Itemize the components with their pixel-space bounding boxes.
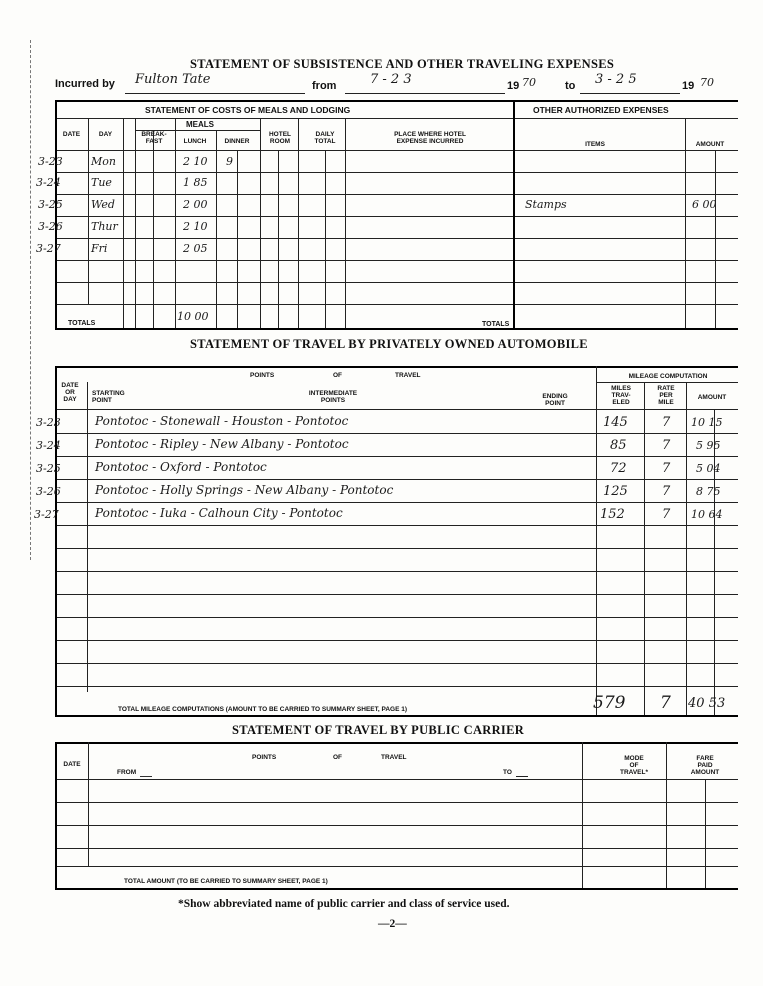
auto-row-amount[interactable]: 5 04	[696, 462, 721, 475]
meals-row-date[interactable]: 3-26	[38, 220, 63, 233]
meals-row-line	[55, 282, 738, 283]
other-items-header: ITEMS	[585, 141, 605, 148]
meals-totals-label: TOTALS	[68, 320, 96, 327]
meals-row-dinner[interactable]: 9	[226, 155, 233, 168]
carrier-col-line	[705, 779, 706, 888]
page-number: —2—	[378, 918, 407, 930]
auto-header-bottom	[55, 409, 738, 410]
auto-row-line	[55, 502, 738, 503]
meals-row-lunch[interactable]: 2 00	[183, 198, 208, 211]
auto-col-line	[87, 382, 88, 692]
carrier-top-border	[55, 742, 738, 744]
meals-col-line	[715, 150, 716, 328]
meals-col-line	[278, 150, 279, 328]
meals-row-date[interactable]: 3-23	[38, 155, 63, 168]
meals-lunch-header: LUNCH	[183, 138, 207, 145]
auto-row-rate[interactable]: 7	[662, 415, 671, 430]
meals-row-line	[55, 304, 738, 305]
auto-col-line	[714, 409, 715, 715]
auto-col-line	[596, 366, 597, 715]
auto-rate-header: RATE PER MILE	[657, 385, 675, 406]
auto-row-date[interactable]: 3-24	[36, 439, 61, 452]
auto-miles-header: MILES TRAV- ELED	[611, 385, 631, 406]
carrier-col-line	[55, 742, 57, 888]
auto-travel-header: TRAVEL	[395, 372, 421, 379]
auto-row-amount[interactable]: 10 15	[691, 416, 723, 429]
meals-row-line	[55, 194, 738, 195]
meals-group-header: MEALS	[186, 120, 214, 129]
auto-bottom-border	[55, 715, 738, 717]
auto-row-line	[55, 571, 738, 572]
meals-day-header: DAY	[98, 131, 113, 138]
incurred-by-value[interactable]: Fulton Tate	[135, 72, 211, 87]
meals-bottom-border	[55, 328, 738, 330]
form-title: STATEMENT OF SUBSISTENCE AND OTHER TRAVELING EXPENSES	[190, 57, 615, 71]
meals-place-header: PLACE WHERE HOTEL EXPENSE INCURRED	[394, 131, 466, 145]
auto-row-date[interactable]: 3-25	[36, 462, 61, 475]
auto-row-amount[interactable]: 5 95	[696, 439, 721, 452]
meals-col-line	[237, 150, 238, 328]
meals-row-date[interactable]: 3-24	[36, 176, 61, 189]
auto-mileage-line	[596, 382, 738, 383]
carrier-travel-header: TRAVEL	[381, 754, 407, 761]
carrier-of-header: OF	[333, 754, 343, 761]
meals-col-line	[55, 100, 57, 328]
meals-row-day[interactable]: Fri	[91, 242, 108, 255]
year1-prefix: 19	[507, 80, 520, 92]
auto-of-header: OF	[333, 372, 343, 379]
meals-col-line	[260, 118, 261, 328]
auto-row-line	[55, 525, 738, 526]
meals-row-line	[55, 260, 738, 261]
from-value[interactable]: 7 - 2 3	[370, 72, 412, 87]
meals-date-header: DATE	[62, 131, 81, 138]
auto-row-line	[55, 663, 738, 664]
carrier-fare-header: FARE PAID AMOUNT	[690, 755, 720, 776]
auto-row-line	[55, 479, 738, 480]
meals-col-line	[685, 118, 686, 328]
carrier-header-bottom	[55, 779, 738, 780]
meals-col-line	[513, 100, 515, 328]
carrier-col-line	[582, 742, 583, 888]
auto-row-route[interactable]: Pontotoc - Oxford - Pontotoc	[95, 460, 267, 474]
incurred-by-label: Incurred by	[55, 78, 115, 90]
auto-col-line	[686, 382, 687, 715]
to-label: to	[565, 80, 576, 92]
meals-row-date[interactable]: 3-27	[36, 242, 61, 255]
meals-col-line	[298, 118, 299, 328]
from-line	[345, 93, 505, 94]
auto-total-label: TOTAL MILEAGE COMPUTATIONS (AMOUNT TO BE CARRIED TO SUMMARY SHEET, PAGE 1)	[118, 706, 408, 713]
meals-top-border	[55, 100, 738, 102]
footnote: *Show abbreviated name of public carrier and class of service used.	[178, 898, 510, 910]
year1-value[interactable]: 70	[522, 76, 536, 89]
auto-total-miles[interactable]: 579	[593, 693, 626, 713]
auto-date-header: DATE OR DAY	[61, 382, 79, 403]
other-totals-label: TOTALS	[482, 321, 510, 328]
meals-header-bottom	[55, 150, 738, 151]
meals-col-line	[123, 118, 124, 328]
auto-row-line	[55, 548, 738, 549]
auto-ending-header: ENDING POINT	[542, 393, 568, 407]
auto-row-amount[interactable]: 10 64	[691, 508, 723, 521]
meals-row-lunch[interactable]: 2 10	[183, 220, 208, 233]
auto-col-line	[644, 382, 645, 715]
meals-hotel-header: HOTEL ROOM	[268, 131, 292, 145]
year2-value[interactable]: 70	[700, 76, 714, 89]
meals-col-line	[345, 118, 346, 328]
meals-breakfast-header: BREAK- FAST	[141, 131, 167, 145]
auto-points-header: POINTS	[250, 372, 275, 379]
meals-daily-total-header: DAILY TOTAL	[314, 131, 336, 145]
other-section-title: OTHER AUTHORIZED EXPENSES	[533, 105, 669, 115]
auto-row-miles[interactable]: 72	[610, 461, 627, 476]
carrier-row-line	[55, 825, 738, 826]
meals-row-day[interactable]: Thur	[91, 220, 118, 233]
meals-col-line	[325, 150, 326, 328]
other-row-amount[interactable]: 6 00	[692, 198, 717, 211]
year2-prefix: 19	[682, 80, 695, 92]
meals-col-line	[175, 118, 176, 328]
auto-section-title: STATEMENT OF TRAVEL BY PRIVATELY OWNED AUTOMOBILE	[190, 337, 588, 351]
other-row-item[interactable]: Stamps	[525, 198, 567, 211]
carrier-mode-header: MODE OF TRAVEL*	[619, 755, 649, 776]
auto-total-amount[interactable]: 40 53	[688, 696, 726, 711]
auto-row-route[interactable]: Pontotoc - Holly Springs - New Albany - Pontotoc	[95, 483, 394, 497]
meals-row-date[interactable]: 3-25	[38, 198, 63, 211]
meals-row-line	[55, 238, 738, 239]
from-label: from	[312, 80, 337, 92]
meals-row-day[interactable]: Mon	[91, 155, 116, 168]
meals-row-day[interactable]: Wed	[91, 198, 115, 211]
auto-row-line	[55, 594, 738, 595]
auto-amount-header: AMOUNT	[697, 394, 727, 401]
auto-row-line	[55, 686, 738, 687]
auto-row-miles[interactable]: 85	[610, 438, 627, 453]
carrier-to-header: TO	[503, 769, 512, 776]
auto-intermediate-header: INTERMEDIATE POINTS	[308, 390, 358, 404]
auto-row-line	[55, 617, 738, 618]
meals-row-day[interactable]: Tue	[91, 176, 112, 189]
auto-mileage-header: MILEAGE COMPUTATION	[628, 373, 708, 380]
auto-row-date[interactable]: 3-23	[36, 416, 61, 429]
other-amount-header: AMOUNT	[695, 141, 725, 148]
incurred-by-line	[125, 93, 305, 94]
meals-col-line	[216, 130, 217, 328]
meals-col-line	[88, 118, 89, 304]
auto-row-route[interactable]: Pontotoc - Stonewall - Houston - Pontotoc	[95, 414, 349, 428]
auto-row-route[interactable]: Pontotoc - Ripley - New Albany - Pontotoc	[95, 437, 349, 451]
to-value[interactable]: 3 - 2 5	[595, 72, 637, 87]
meals-row-line	[55, 172, 738, 173]
auto-row-rate[interactable]: 7	[662, 507, 671, 522]
carrier-section-title: STATEMENT OF TRAVEL BY PUBLIC CARRIER	[232, 723, 525, 737]
carrier-date-header: DATE	[63, 761, 81, 768]
auto-row-miles[interactable]: 152	[600, 507, 625, 522]
meals-col-line	[135, 118, 136, 328]
auto-total-rate[interactable]: 7	[660, 693, 671, 713]
auto-row-rate[interactable]: 7	[662, 461, 671, 476]
meals-row-lunch[interactable]: 2 10	[183, 155, 208, 168]
auto-row-rate[interactable]: 7	[662, 438, 671, 453]
scan-edge	[30, 40, 31, 560]
auto-row-line	[55, 640, 738, 641]
auto-row-date[interactable]: 3-27	[34, 508, 59, 521]
meals-row-lunch[interactable]: 1 85	[183, 176, 208, 189]
to-line	[580, 93, 680, 94]
meals-section-title: STATEMENT OF COSTS OF MEALS AND LODGING	[145, 105, 351, 115]
carrier-row-line	[55, 866, 738, 867]
auto-row-route[interactable]: Pontotoc - Iuka - Calhoun City - Pontotoc	[95, 506, 343, 520]
meals-total-lunch[interactable]: 10 00	[177, 310, 209, 323]
carrier-bottom-border	[55, 888, 738, 890]
carrier-row-line	[55, 802, 738, 803]
meals-col-line	[153, 130, 154, 328]
auto-row-miles[interactable]: 125	[603, 484, 628, 499]
auto-row-miles[interactable]: 145	[603, 415, 628, 430]
auto-row-date[interactable]: 3-26	[36, 485, 61, 498]
auto-row-amount[interactable]: 8 75	[696, 485, 721, 498]
carrier-to-line	[516, 776, 528, 777]
auto-row-rate[interactable]: 7	[662, 484, 671, 499]
carrier-from-header: FROM	[117, 769, 137, 776]
meals-dinner-header: DINNER	[224, 138, 250, 145]
meals-subheader-line	[55, 118, 738, 119]
auto-row-line	[55, 433, 738, 434]
carrier-col-line	[666, 742, 667, 888]
carrier-total-label: TOTAL AMOUNT (TO BE CARRIED TO SUMMARY SHEET, PAGE 1)	[124, 878, 328, 885]
auto-top-border	[55, 366, 738, 368]
carrier-row-line	[55, 848, 738, 849]
auto-starting-header: STARTING POINT	[92, 390, 125, 404]
meals-row-lunch[interactable]: 2 05	[183, 242, 208, 255]
meals-row-line	[55, 216, 738, 217]
carrier-points-header: POINTS	[252, 754, 277, 761]
carrier-from-line	[140, 776, 152, 777]
carrier-col-line	[88, 742, 89, 866]
auto-row-line	[55, 456, 738, 457]
